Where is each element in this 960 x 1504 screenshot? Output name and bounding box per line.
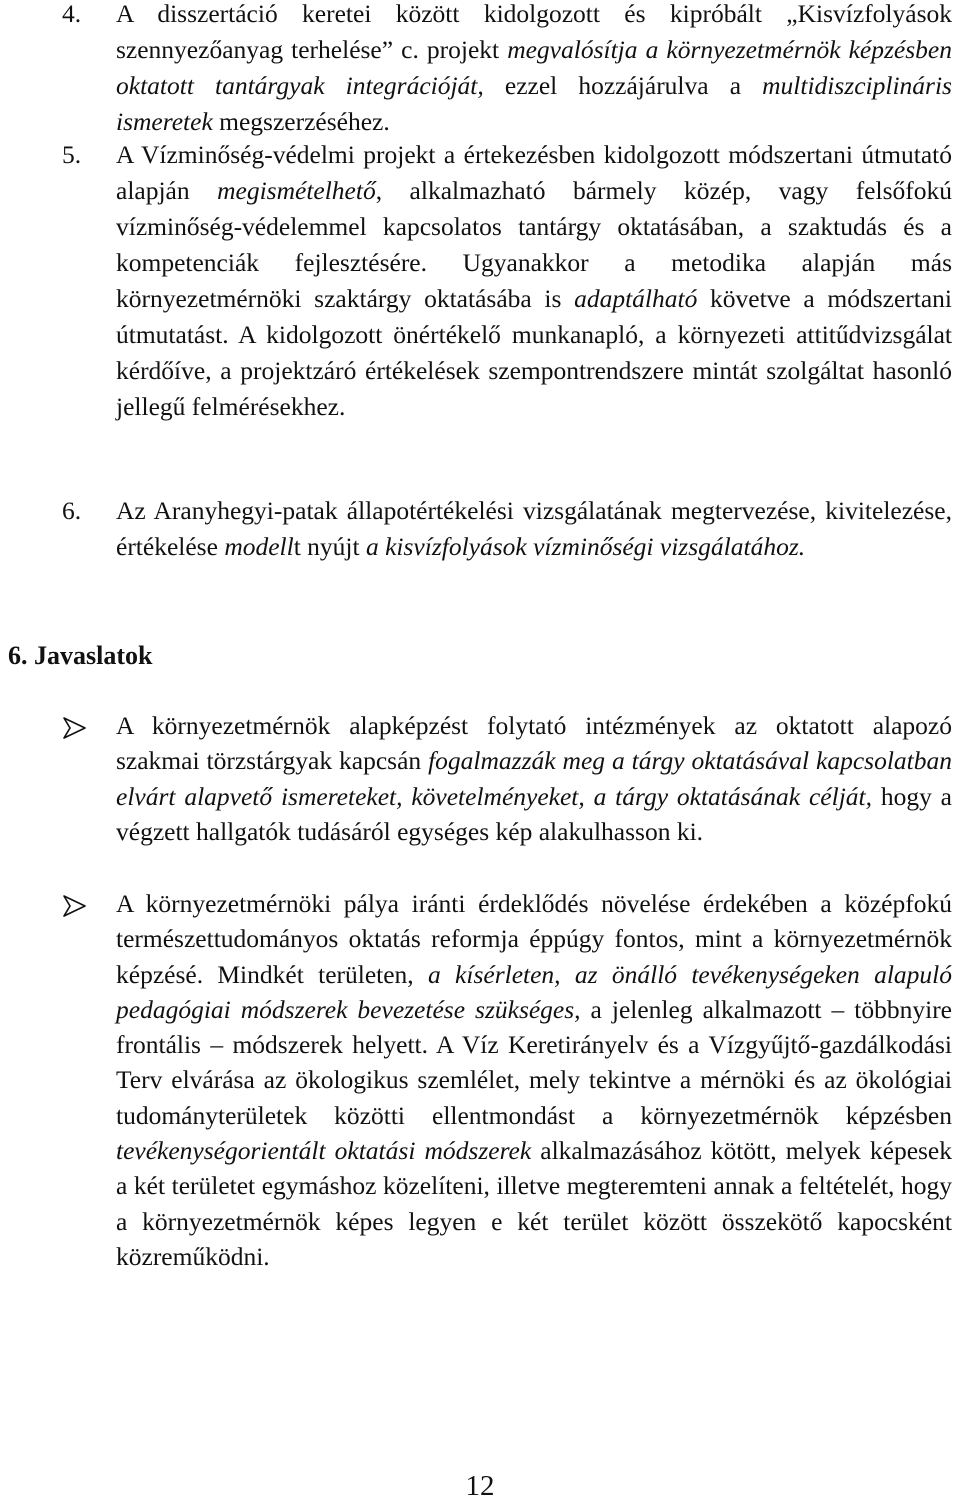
list-item-number: 4. [62, 0, 82, 28]
list-item-number: 6. [62, 496, 82, 525]
list-item-number: 5. [62, 140, 82, 169]
page-number: 12 [465, 1470, 495, 1502]
recommendation-text: A környezetmérnök alapképzést folytató intézmények az oktatott alapozó szakmai törzstárgyak kapcsán fogalmazzák meg a tárgy oktatásával kapcsolatban elvárt alapvető ismereteket, követelményeket, a tárgy oktatásának célját, hogy a végzett hallgatók tudásáról egységes kép alakulhasson ki. [116, 711, 952, 846]
list-item-text: A disszertáció keretei között kidolgozott és kipróbált „Kisvízfolyások szennyezőanyag terhelése” c. projekt megvalósítja a környezetmérnök képzésben oktatott tantárgyak integrációját, ezzel hozzájárulva a multidiszciplináris ismeretek megszerzéséhez. [116, 0, 952, 136]
recommendation-text: A környezetmérnöki pálya iránti érdeklődés növelése érdekében a középfokú természettudományos oktatás reformja éppúgy fontos, mint a környezetmérnök képzésé. Mindkét területen, a kísérleten, az önálló tevékenységeken alapuló pedagógiai módszerek bevezetése szükséges, a jelenleg alkalmazott – többnyire frontális – módszerek helyett. A Víz Keretirányelv és a Vízgyűjtő-gazdálkodási Terv elvárása az ökologikus szemlélet, mely tekintve a mérnöki és az ökológiai tudományterületek közötti ellentmondást a környezetmérnök képzésben tevékenységorientált oktatási módszerek alkalmazásához kötött, melyek képesek a két területet egymáshoz közelíteni, illetve megteremteni annak a feltételét, hogy a környezetmérnök képes legyen e két terület között összekötő kapocsként közreműködni. [116, 889, 953, 1271]
list-item-5 [62, 137, 952, 425]
recommendation-item [62, 886, 952, 1274]
arrowhead-bullet-icon [62, 886, 116, 922]
section-heading: 6. Javaslatok [8, 641, 153, 670]
list-item-text: Az Aranyhegyi-patak állapotértékelési vizsgálatának megtervezése, kivitelezése, értékelése modellt nyújt a kisvízfolyások vízminőségi vizsgálatához. [116, 496, 952, 561]
list-item-text: A Vízminőség-védelmi projekt a értekezésben kidolgozott módszertani útmutató alapján megismételhető, alkalmazható bármely közép, vagy felsőfokú vízminőség-védelemmel kapcsolatos tantárgy oktatásában, a szaktudás és a kompetenciák fejlesztésére. Ugyanakkor a metodika alapján más környezetmérnöki szaktárgy oktatásába is adaptálható követve a módszertani útmutatást. A kidolgozott önértékelő munkanapló, a környezeti attitűdvizsgálat kérdőíve, a projektzáró értékelések szempontrendszere mintát szolgáltat hasonló jellegű felmérésekhez. [116, 140, 953, 421]
arrowhead-bullet-icon [62, 708, 116, 744]
list-item-6 [62, 493, 952, 565]
list-item-4 [62, 0, 952, 140]
recommendation-item [62, 708, 952, 849]
